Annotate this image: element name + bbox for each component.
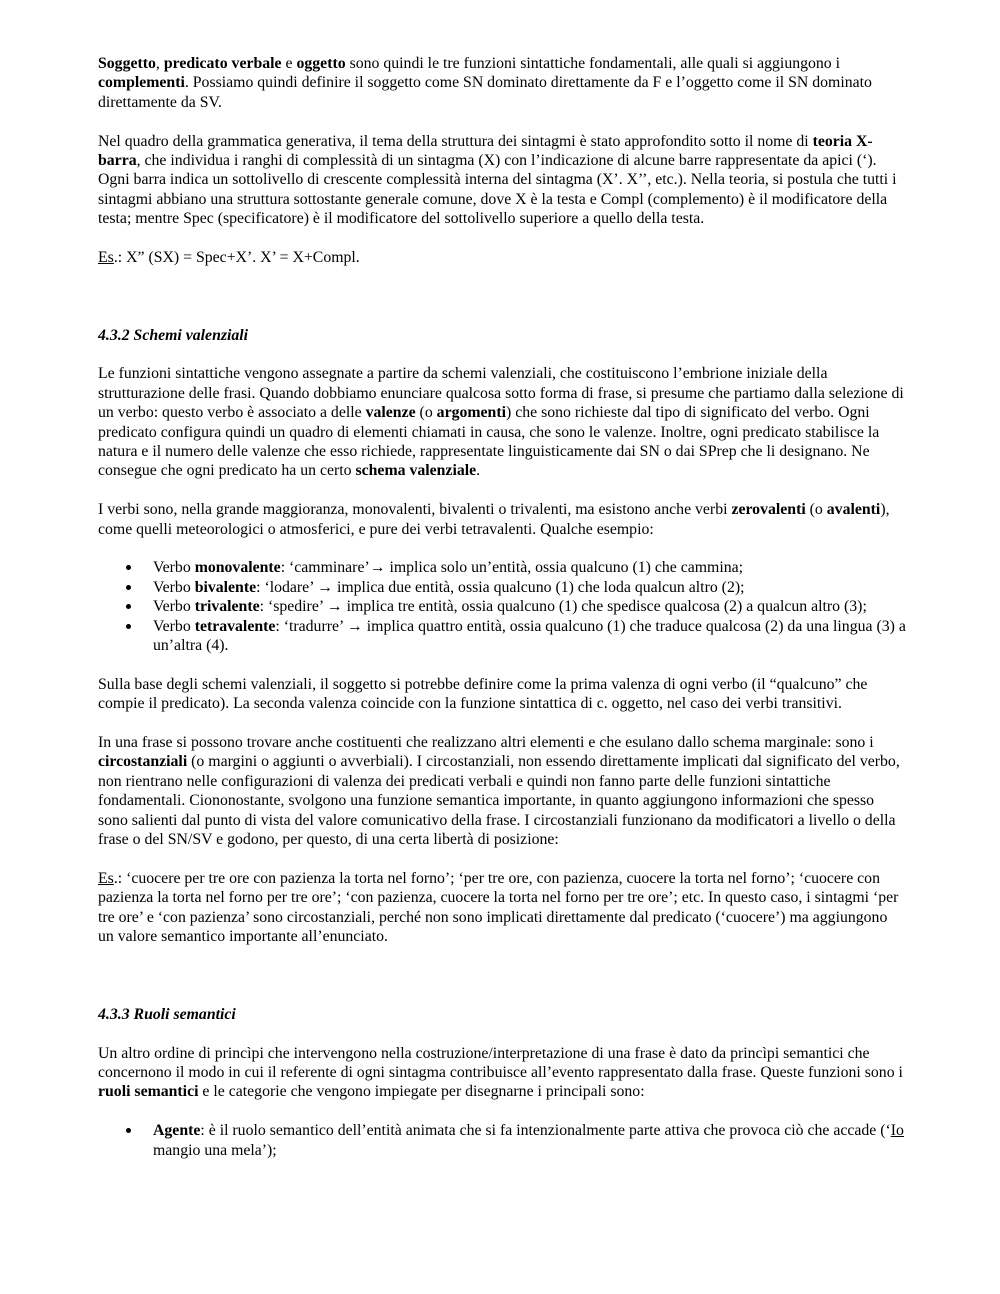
bold-term: bivalente [194, 578, 257, 596]
text-run: , che individua i ranghi di complessità di un sintagma (X) con l’indicazione di alcune barre rappresentate da apici (‘). Ogni barra indica un sottolivello di crescente complessità interna del sintagma (X’. X’’, etc.). Nella teoria, si postula che tutti i sintagmi abbiano una struttura sottostante generale comune, dove X è la testa e Compl (complemento) è il modificatore della testa; mentre Spec (specificatore) è il modificatore del sottolivello superiore a quello della testa. [98, 152, 897, 228]
text-run: mangio una mela’); [153, 1141, 277, 1159]
bold-term: schema valenziale [355, 462, 477, 480]
bold-term: complementi [98, 74, 185, 92]
text-run: : è il ruolo semantico dell’entità animata che si fa intenzionalmente parte attiva che provoca ciò che accade (‘ [200, 1122, 891, 1140]
text-run: Sulla base degli schemi valenziali, il soggetto si potrebbe definire come la prima valenza di ogni verbo (il “qualcuno” che compie il predicato). La seconda valenza coincide con la funzione sintattica di c. oggetto, nel caso dei verbi transitivi. [98, 675, 868, 713]
text-run: : ‘camminare’→ implica solo un’entità, ossia qualcuno (1) che cammina; [280, 559, 744, 577]
text-run: Verbo [153, 598, 195, 616]
text-run: Verbo [153, 578, 195, 596]
bold-term: monovalente [194, 559, 281, 577]
underlined-text: Es [98, 869, 114, 887]
text-run: In una frase si possono trovare anche costituenti che realizzano altri elementi e che esulano dallo schema marginale: sono i [98, 734, 874, 752]
bold-term: ruoli semantici [98, 1083, 199, 1101]
document-page [98, 54, 906, 1179]
text-run: (o [805, 501, 827, 519]
text-run: sono quindi le tre funzioni sintattiche fondamentali, alle quali si aggiungono i [345, 55, 841, 72]
text-run: Nel quadro della grammatica generativa, il tema della struttura dei sintagmi è stato approfondito sotto il nome di [98, 132, 813, 150]
bold-term: Agente [153, 1122, 201, 1140]
text-run: e [281, 55, 297, 72]
list-item [153, 597, 906, 616]
text-run: Le funzioni sintattiche vengono assegnate a partire da schemi valenziali, che costituiscono l’embrione iniziale della strutturazione delle frasi. Quando dobbiamo enunciare qualcosa sotto forma di frase, si presume che partiamo dalla selezione di un verbo: questo verbo è associato a delle [98, 365, 904, 422]
text-run: Un altro ordine di princìpi che intervengono nella costruzione/interpretazione di una frase è dato da princìpi semantici che concernono il modo in cui il referente di ogni sintagma contribuisce all’evento rappresentato dalla frase. Queste funzioni sono i [98, 1044, 903, 1081]
bold-term: argomenti [436, 404, 506, 422]
paragraph-subject-functions [98, 54, 906, 112]
bold-term: trivalente [194, 598, 260, 616]
paragraph-x-bar-theory [98, 132, 906, 229]
bold-term: predicato verbale [163, 55, 282, 72]
list-item [153, 558, 906, 577]
paragraph-x-bar-example [98, 248, 906, 267]
text-run: e le categorie che vengono impiegate per disegnarne i principali sono: [198, 1083, 645, 1101]
verb-valence-list [98, 558, 906, 655]
text-run: : ‘lodare’ → implica due entità, ossia qualcuno (1) che loda qualcun altro (2); [256, 578, 745, 596]
text-run: : ‘spedire’ → implica tre entità, ossia qualcuno (1) che spedisce qualcosa (2) a qualcun altro (3); [259, 598, 867, 616]
underlined-text: Es [98, 249, 114, 267]
bold-term: Soggetto [98, 55, 156, 72]
section-gap [98, 287, 906, 326]
bold-term: circostanziali [98, 753, 188, 771]
bold-term: teoria X-barra [98, 132, 873, 170]
text-run: ) che sono richieste dal tipo di significato del verbo. Ogni predicato configura quindi un quadro di elementi chiamati in causa, che sono le valenze. Inoltre, ogni predicato stabilisce la natura e il numero delle valenze che esso richiede, rappresentate linguisticamente dai SN o dai SPrep che li designano. Ne consegue che ogni predicato ha un certo [98, 404, 880, 480]
paragraph-circumstantials [98, 733, 906, 849]
text-run: . Possiamo quindi definire il soggetto come SN dominato direttamente da F e l’oggetto come il SN dominato direttamente da SV. [98, 74, 872, 111]
text-run: : ‘tradurre’ → implica quattro entità, ossia qualcuno (1) che traduce qualcosa (2) da una lingua (3) a un’altra (4). [153, 617, 906, 655]
text-run: (o margini o aggiunti o avverbiali). I circostanziali, non essendo direttamente implicati dal significato del verbo, non rientrano nelle configurazioni di valenza dei predicati verbali e quindi non fanno parte delle funzioni sintattiche fondamentali. Ciononostante, svolgono una funzione semantica importante, in quanto aggiungono informazioni che spesso sono salienti dal punto di vista del valore comunicativo della frase. I circostanziali funzionano da modificatori a livello o della frase o del SN/SV e godono, per questo, di una certa libertà di posizione: [98, 753, 900, 849]
text-run: Verbo [153, 559, 195, 577]
bold-term: tetravalente [194, 617, 276, 635]
heading-ruoli-semantici: 4.3.3 Ruoli semantici [98, 1005, 236, 1023]
bold-term: valenze [365, 404, 416, 422]
text-run: .: X” (SX) = Spec+X’. X’ = X+Compl. [113, 249, 360, 267]
list-item [153, 1121, 906, 1160]
paragraph-valence-intro [98, 364, 906, 480]
bold-term: zerovalenti [731, 501, 806, 519]
bold-term: avalenti [826, 501, 881, 519]
bold-term: oggetto [296, 55, 346, 72]
text-run: , [155, 55, 164, 72]
list-item [153, 617, 906, 656]
paragraph-subject-valence [98, 675, 906, 714]
text-run: I verbi sono, nella grande maggioranza, monovalenti, bivalenti o trivalenti, ma esistono anche verbi [98, 501, 732, 519]
paragraph-circumstantials-example [98, 869, 906, 947]
list-item [153, 578, 906, 597]
paragraph-semantic-roles-intro [98, 1044, 906, 1102]
text-run: ), come quelli meteorologici o atmosferici, e pure dei verbi tetravalenti. Qualche esempio: [98, 501, 890, 538]
paragraph-verb-types [98, 500, 906, 539]
text-run: (o [415, 404, 437, 422]
text-run: . [476, 462, 481, 480]
heading-schemi-valenziali: 4.3.2 Schemi valenziali [98, 326, 249, 344]
underlined-text: Io [890, 1122, 904, 1140]
section-gap [98, 966, 906, 1005]
semantic-roles-list [98, 1121, 906, 1160]
text-run: Verbo [153, 617, 195, 635]
text-run: .: ‘cuocere per tre ore con pazienza la torta nel forno’; ‘per tre ore, con pazienza, cuocere la torta nel forno’; ‘cuocere con pazienza la torta nel forno per tre ore’; ‘con pazienza, cuocere la torta nel forno per tre ore’; etc. In questo caso, i sintagmi ‘per tre ore’ e ‘con pazienza’ sono circostanziali, perché non sono implicati direttamente dal predicato (‘cuocere’) ma aggiungono un valore semantico importante all’enunciato. [98, 869, 899, 946]
